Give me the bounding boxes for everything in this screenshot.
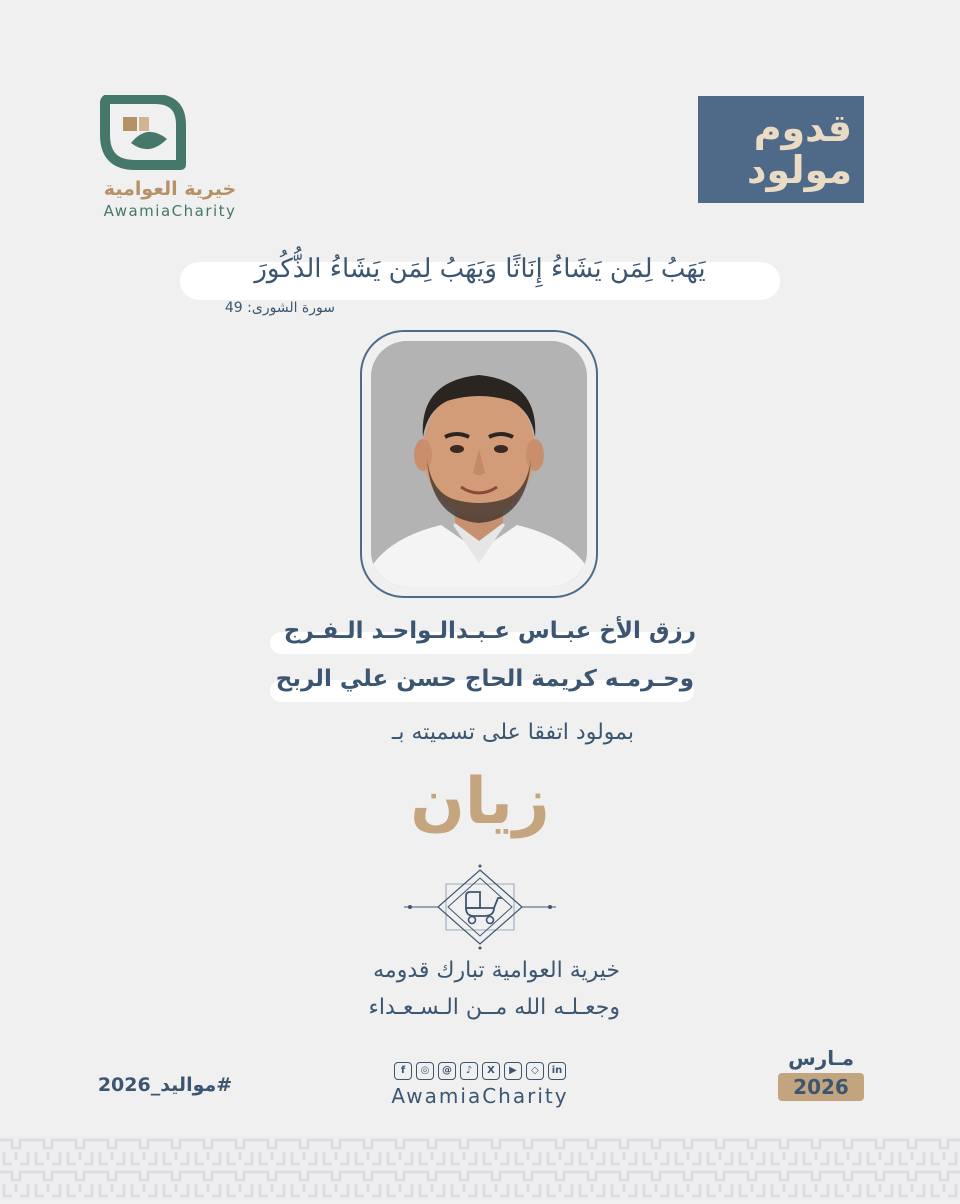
social-icons: [382, 1062, 578, 1084]
year-badge: 2026: [778, 1073, 864, 1101]
person-photo: [371, 341, 587, 587]
facebook-icon[interactable]: f: [394, 1062, 412, 1080]
verse-reference: سورة الشورى: 49: [224, 300, 335, 316]
instagram-icon[interactable]: ◎: [416, 1062, 434, 1080]
hashtag: #مواليد_2026: [97, 1074, 233, 1096]
month-label: مـارس: [788, 1046, 854, 1070]
charity-logo: [80, 90, 260, 230]
linkedin-icon[interactable]: in: [548, 1062, 566, 1080]
social-handle: AwamiaCharity: [391, 1084, 569, 1108]
baby-name: زيان: [410, 765, 550, 839]
decorative-pattern: [0, 1136, 960, 1200]
ornament: [400, 862, 560, 952]
closing-line-2: وجعـلـه الله مــن الـسـعـداء: [368, 995, 620, 1020]
geometric-pattern: [0, 1136, 960, 1200]
announcement-line-3: بمولود اتفقا على تسميته بـ: [391, 720, 634, 745]
tiktok-icon[interactable]: ♪: [460, 1062, 478, 1080]
title-line-2: مولود: [747, 148, 852, 192]
title-line-1: قدوم: [753, 106, 852, 150]
snapchat-icon[interactable]: ◇: [526, 1062, 544, 1080]
x-icon[interactable]: X: [482, 1062, 500, 1080]
title-box: [698, 96, 864, 203]
quran-verse: يَهَبُ لِمَن يَشَاءُ إِنَاثًا وَيَهَبُ لِمَن يَشَاءُ الذُّكُورَ: [254, 254, 706, 284]
person-portrait-icon: [371, 341, 587, 587]
logo-arabic-text: خيرية العوامية: [103, 178, 237, 200]
logo-english-text: AwamiaCharity: [103, 202, 237, 220]
announcement-line-2: وحـرمـه كريمة الحاج حسن علي الربح: [275, 666, 694, 692]
charity-logo-icon: [95, 95, 245, 185]
announcement-line-1: رزق الأخ عبـاس عـبـدالـواحـد الـفـرج: [283, 618, 696, 644]
closing-line-1: خيرية العوامية تبارك قدومه: [373, 958, 620, 983]
youtube-icon[interactable]: ▶: [504, 1062, 522, 1080]
threads-icon[interactable]: @: [438, 1062, 456, 1080]
baby-stroller-icon: [400, 862, 560, 952]
photo-frame: [360, 330, 598, 598]
